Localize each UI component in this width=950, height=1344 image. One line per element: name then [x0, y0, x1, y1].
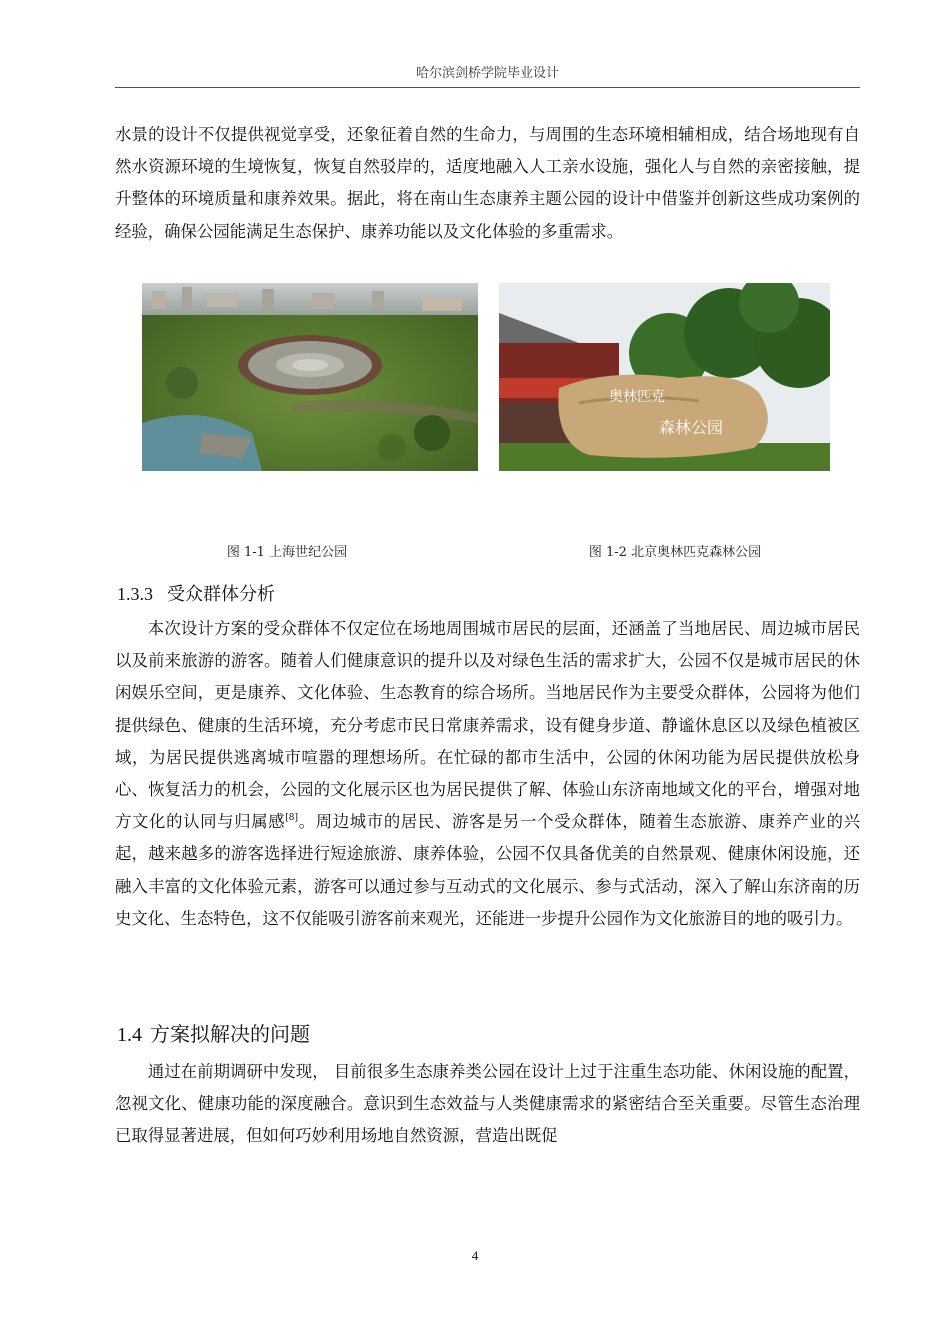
page-header: 哈尔滨剑桥学院毕业设计: [415, 66, 559, 81]
figure-1-2-caption: 图 1-2 北京奥林匹克森林公园: [588, 545, 762, 560]
audience-paragraph-part1: 本次设计方案的受众群体不仅定位在场地周围城市居民的层面，还涵盖了当地居民、周边城市居民以及前来旅游的游客。随着人们健康意识的提升以及对绿色生活的需求扩大，公园不仅是城市居民的休闲娱乐空间，更是康养、文化体验、生态教育的综合场所。当地居民作为主要受众群体，公园将为他们提供绿色、健康的生活环境，充分考虑市民日常康养需求，设有健身步道、静谧休息区以及绿色植被区域，为居民提供逃离城市喧嚣的理想场所。在忙碌的都市生活中，公园的休闲功能为居民提供放松身心、恢复活力的机会，公园的文化展示区也为居民提供了解、体验山东济南地域文化的平台，增强对地方文化的认同与归属感: [115, 619, 860, 832]
section-heading-1-4: [117, 1018, 310, 1047]
citation-ref: [8]: [285, 813, 299, 824]
sign-text-line2: 森林公园: [659, 418, 724, 437]
audience-paragraph: [115, 613, 860, 935]
section-title: 受众群体分析: [167, 584, 275, 605]
century-park-aerial-image: [142, 283, 478, 471]
section-number: 1.4: [117, 1024, 142, 1046]
audience-paragraph-part2: 。周边城市的居民、游客是另一个受众群体，随着生态旅游、康养产业的兴起，越来越多的游客选择进行短途旅游、康养体验，公园不仅具备优美的自然景观、健康休闲设施，还融入丰富的文化体验元素，游客可以通过参与互动式的文化展示、参与式活动，深入了解山东济南的历史文化、生态特色，这不仅能吸引游客前来观光，还能进一步提升公园作为文化旅游目的地的吸引力。: [115, 812, 861, 928]
intro-paragraph: 水景的设计不仅提供视觉享受，还象征着自然的生命力，与周围的生态环境相辅相成，结合场地现有自然水资源环境的生境恢复，恢复自然驳岸的，适度地融入人工亲水设施，强化人与自然的亲密接触，提升整体的环境质量和康养效果。据此，将在南山生态康养主题公园的设计中借鉴并创新这些成功案例的经验，确保公园能满足生态保护、康养功能以及文化体验的多重需求。: [115, 125, 860, 241]
page-number: 4: [471, 1248, 479, 1263]
figure-1-1-caption: 图 1-1 上海世纪公园: [226, 545, 348, 560]
header-rule: [115, 87, 860, 88]
sign-text-line1: 奥林匹克: [609, 389, 665, 405]
olympic-forest-park-image: [499, 283, 830, 471]
section-title: 方案拟解决的问题: [150, 1022, 310, 1046]
section-heading-1-3-3: [117, 580, 275, 606]
figure-1-1-photo: [142, 283, 478, 471]
figure-1-2-photo: [499, 283, 830, 471]
problems-paragraph: 通过在前期调研中发现， 目前很多生态康养类公园在设计上过于注重生态功能、休闲设施的配置，忽视文化、健康功能的深度融合。意识到生态效益与人类健康需求的紧密结合至关重要。尽管生态治理已取得显著进展，但如何巧妙利用场地自然资源，营造出既促: [115, 1062, 860, 1146]
section-number: 1.3.3: [117, 584, 153, 604]
